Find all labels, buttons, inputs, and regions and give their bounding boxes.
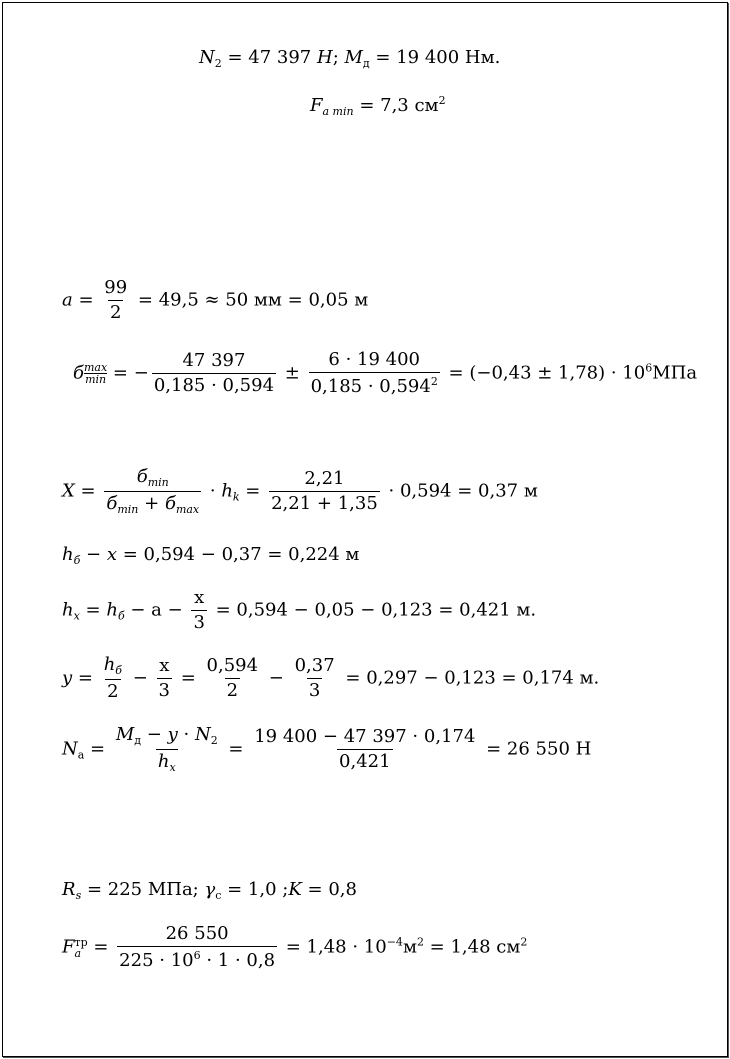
text: = 26 550 Н	[480, 738, 592, 760]
denominator: 0,185 · 0,594	[153, 375, 275, 396]
text: = 0,297 − 0,123 = 0,174 м.	[339, 667, 600, 689]
text: = −	[107, 362, 149, 384]
superscript: 2	[416, 935, 424, 949]
subscript: a min	[322, 105, 354, 118]
symbol: M	[344, 47, 363, 68]
numerator: 99	[104, 277, 128, 298]
equation-a	[62, 279, 368, 322]
equation-h-minus-x	[62, 546, 359, 566]
unit: МПа	[652, 362, 698, 384]
subscript: 2	[214, 57, 222, 70]
symbol: h	[106, 599, 118, 621]
fraction	[117, 925, 277, 970]
text: −	[127, 667, 154, 689]
subscript: min	[147, 476, 169, 489]
symbol: N	[194, 724, 211, 745]
symbol: h	[62, 599, 74, 621]
text: − a −	[124, 599, 189, 621]
text: = 49,5 ≈ 50 мм = 0,05 м	[132, 289, 369, 311]
text: =	[79, 599, 107, 621]
subscript: д	[362, 57, 370, 70]
text: ·	[204, 480, 222, 502]
numerator: 0,37	[294, 655, 335, 676]
text: =	[175, 667, 202, 689]
text: = 47 397	[221, 47, 317, 68]
denominator: 2,21 + 1,35	[271, 493, 378, 514]
fraction	[102, 279, 129, 322]
superscript: 6	[645, 361, 653, 375]
symbol: X	[62, 480, 75, 502]
symbol: F	[62, 936, 75, 958]
symbol: б	[164, 493, 176, 514]
symbol: б	[73, 362, 84, 384]
symbol: x	[106, 544, 117, 565]
denominator: 2	[107, 681, 119, 702]
text: = (−0,43 ± 1,78) · 10	[442, 362, 646, 384]
sub-max: max	[84, 361, 108, 374]
denominator: 3	[308, 680, 321, 701]
numerator: x	[159, 655, 170, 676]
symbol: M	[115, 724, 135, 745]
text: +	[138, 493, 165, 514]
symbol: N	[62, 738, 78, 760]
text: =	[222, 738, 250, 760]
fraction	[114, 726, 220, 773]
numerator: 6 · 19 400	[328, 349, 420, 370]
text: = 19 400 Нм.	[369, 47, 501, 68]
superscript: 2	[438, 94, 446, 107]
symbol: R	[62, 879, 76, 900]
text: =	[72, 289, 100, 311]
text: = 0,594 − 0,37 = 0,224 м	[117, 544, 360, 565]
symbol: y	[62, 667, 73, 689]
denominator-text: 225 · 10	[119, 950, 194, 971]
equation-x	[62, 468, 538, 515]
text: −	[141, 724, 168, 745]
text: ±	[279, 362, 306, 384]
denominator-text: · 1 · 0,8	[200, 950, 276, 971]
symbol: б	[106, 493, 118, 514]
subscript: k	[232, 490, 240, 504]
subscript: x	[169, 761, 176, 774]
denominator	[309, 372, 440, 396]
symbol: h	[62, 544, 74, 565]
superscript: 6	[193, 949, 201, 962]
sub-sup	[75, 937, 88, 959]
equation-fa-min	[310, 95, 446, 117]
superscript: −4	[386, 935, 403, 949]
fraction	[205, 657, 261, 700]
subscript: б	[115, 664, 123, 677]
text: =	[84, 738, 111, 760]
fraction	[152, 352, 276, 395]
symbol: y	[167, 724, 178, 745]
superscript: 2	[430, 375, 438, 388]
numerator	[135, 468, 171, 491]
subscript: max	[175, 503, 200, 516]
subscript: x	[73, 609, 80, 623]
subscript: 2	[210, 734, 218, 747]
equation-fa-tr	[62, 925, 527, 970]
denominator	[104, 491, 201, 515]
numerator: 0,594	[206, 655, 259, 676]
symbol: F	[310, 95, 323, 116]
subscript: s	[75, 889, 82, 902]
text: = 0,8	[301, 879, 357, 900]
text: = 1,0 ;	[221, 879, 289, 900]
unit: Н	[316, 47, 333, 68]
text: =	[74, 480, 102, 502]
document-page	[2, 2, 728, 1057]
text: = 1,48 · 10	[280, 936, 387, 958]
equation-rs	[62, 881, 357, 901]
superscript: 2	[520, 935, 528, 949]
fraction	[104, 468, 201, 515]
text: = 7,3 см	[353, 95, 439, 116]
subscript: б	[117, 609, 125, 623]
denominator	[117, 946, 277, 970]
numerator: x	[194, 587, 205, 608]
symbol: h	[103, 654, 116, 675]
subscript: min	[117, 503, 139, 516]
text: = 0,594 − 0,05 − 0,123 = 0,421 м.	[209, 599, 537, 621]
text: =	[87, 936, 115, 958]
denominator-text: 0,185 · 0,594	[310, 376, 431, 397]
equation-y	[62, 656, 599, 701]
denominator	[156, 749, 178, 773]
denominator: 3	[158, 680, 170, 701]
text: = 225 МПа;	[81, 879, 205, 900]
fraction	[309, 351, 440, 396]
equation-forces	[199, 49, 500, 69]
denominator: 2	[226, 680, 239, 701]
text: =	[239, 480, 267, 502]
text: = 1,48 см	[423, 936, 521, 958]
symbol: h	[157, 751, 170, 772]
symbol: б	[136, 466, 148, 487]
denominator: 0,421	[339, 751, 391, 772]
fraction	[293, 657, 337, 700]
sigma-subscript	[84, 362, 107, 385]
text: · 0,594 = 0,37 м	[382, 480, 538, 502]
text: −	[80, 544, 107, 565]
text: ·	[177, 724, 195, 745]
fraction	[191, 589, 206, 632]
equation-sigma	[73, 351, 697, 396]
symbol: K	[288, 879, 302, 900]
symbol: γ	[204, 879, 216, 900]
unit: м	[402, 936, 417, 958]
numerator	[102, 656, 124, 679]
fraction	[252, 728, 477, 771]
subscript: a	[74, 946, 82, 960]
fraction	[157, 657, 172, 700]
text: −	[263, 667, 290, 689]
subscript: б	[73, 554, 81, 567]
denominator: 2	[109, 302, 122, 323]
equation-hx	[62, 589, 536, 632]
numerator: 26 550	[165, 923, 229, 944]
subscript: c	[215, 889, 222, 902]
superscript: тр	[74, 935, 88, 949]
numerator: 47 397	[182, 350, 246, 371]
text: =	[72, 667, 99, 689]
text: ;	[332, 47, 345, 68]
denominator: 3	[193, 612, 205, 633]
sub-min: min	[85, 373, 107, 386]
subscript: a	[77, 748, 85, 762]
fraction	[102, 656, 124, 701]
numerator: 2,21	[304, 468, 345, 489]
fraction	[269, 470, 380, 513]
symbol: a	[62, 289, 73, 311]
subscript: д	[134, 734, 142, 747]
symbol: N	[199, 47, 215, 68]
numerator: 19 400 − 47 397 · 0,174	[254, 726, 476, 747]
symbol: h	[221, 480, 233, 502]
equation-na	[62, 726, 591, 773]
numerator	[114, 726, 220, 749]
